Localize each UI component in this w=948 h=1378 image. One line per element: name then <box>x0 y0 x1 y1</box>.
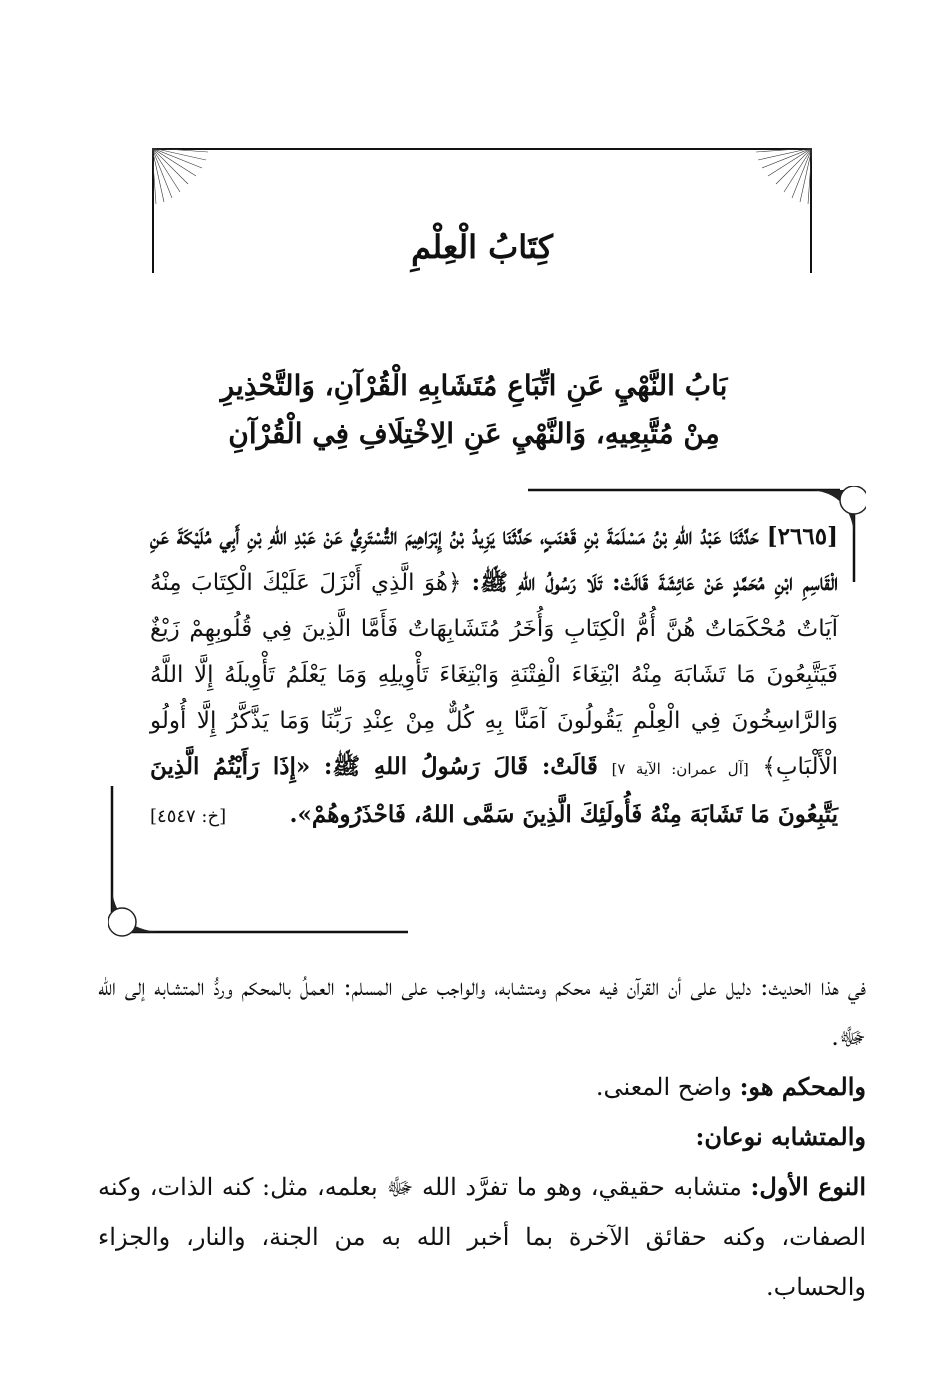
term-label: النوع الأول: <box>750 1172 866 1201</box>
verse-reference: [آل عمران: الآية ٧] <box>611 760 749 778</box>
term-label: والمحكم هو: <box>739 1072 866 1101</box>
corner-rays-ornament <box>756 148 812 204</box>
chapter-title-line: مِنْ مُتَّبِعِيهِ، وَالنَّهْيِ عَنِ الِاخْتِلَافِ فِي الْقُرْآنِ <box>228 417 720 450</box>
term-definition: متشابه حقيقي، وهو ما تفرَّد الله ﷻ بعلمه، مثل: كنه الذات، وكنه الصفات، وكنه حقائق الآخرة بما أخبر الله به من الجنة، والنار، والجزاء والحساب. <box>98 1173 866 1301</box>
quran-verse: ﴿هُوَ الَّذِي أَنْزَلَ عَلَيْكَ الْكِتَابَ مِنْهُ آيَاتٌ مُحْكَمَاتٌ هُنَّ أُمُّ الْكِتَابِ وَأُخَرُ مُتَشَابِهَاتٌ فَأَمَّا الَّذِينَ فِي قُلُوبِهِمْ زَيْغٌ فَيَتَّبِعُونَ مَا تَشَابَهَ مِنْهُ ابْتِغَاءَ الْفِتْنَةِ وَابْتِغَاءَ تَأْوِيلِهِ وَمَا يَعْلَمُ تَأْوِيلَهُ إِلَّا اللَّهُ وَالرَّاسِخُونَ فِي الْعِلْمِ يَقُولُونَ آمَنَّا بِهِ كُلٌّ مِنْ عِنْدِ رَبِّنَا وَمَا يَذَّكَّرُ إِلَّا أُولُو الْأَلْبَابِ﴾ <box>150 570 838 780</box>
term-definition: واضح المعنى. <box>595 1073 732 1101</box>
hadith-isnad: حَدَّثَنَا عَبْدُ اللهِ بْنُ مَسْلَمَةَ بْنِ قَعْنَبٍ، حَدَّثَنَا يَزِيدُ بْنُ إِبْرَاهِيمَ التُّسْتَرِيُّ عَنْ عَبْدِ اللهِ بْنِ أَبِي مُلَيْكَةَ عَنِ الْقَاسِمِ ابْنِ مُحَمَّدٍ عَنْ عَائِشَةَ قَالَتْ: تَلَا رَسُولُ اللهِ ﷺ: <box>150 523 838 596</box>
chapter-title <box>120 362 828 458</box>
term-label: والمتشابه نوعان: <box>695 1122 866 1151</box>
hadith-text <box>150 514 838 840</box>
book-title-frame <box>152 148 812 273</box>
corner-rays-ornament <box>152 148 208 204</box>
chapter-title-line: بَابُ النَّهْيِ عَنِ اتِّبَاعِ مُتَشَابِهِ الْقُرْآنِ، وَالتَّحْذِيرِ <box>220 369 728 402</box>
commentary-paragraph <box>98 1112 866 1162</box>
hadith-matn: قَالَتْ: قَالَ رَسُولُ اللهِ ﷺ: «إِذَا رَأَيْتُمُ الَّذِينَ يَتَّبِعُونَ مَا تَشَابَهَ مِنْهُ فَأُولَئِكَ الَّذِينَ سَمَّى اللهُ، فَاحْذَرُوهُمْ». <box>150 753 838 828</box>
book-title: كِتَابُ الْعِلْمِ <box>411 228 553 266</box>
hadith-number: [٢٦٦٥] <box>766 523 838 550</box>
commentary-paragraph <box>98 1062 866 1112</box>
commentary <box>98 962 866 1312</box>
commentary-paragraph <box>98 1162 866 1312</box>
source-reference: [خ: ٤٥٤٧] <box>150 806 227 827</box>
commentary-paragraph: في هذا الحديث: دليل على أن القرآن فيه محكم ومتشابه، والواجب على المسلم: العملُ بالمحكم وردُّ المتشابه إلى الله ﷻ. <box>98 973 866 1051</box>
